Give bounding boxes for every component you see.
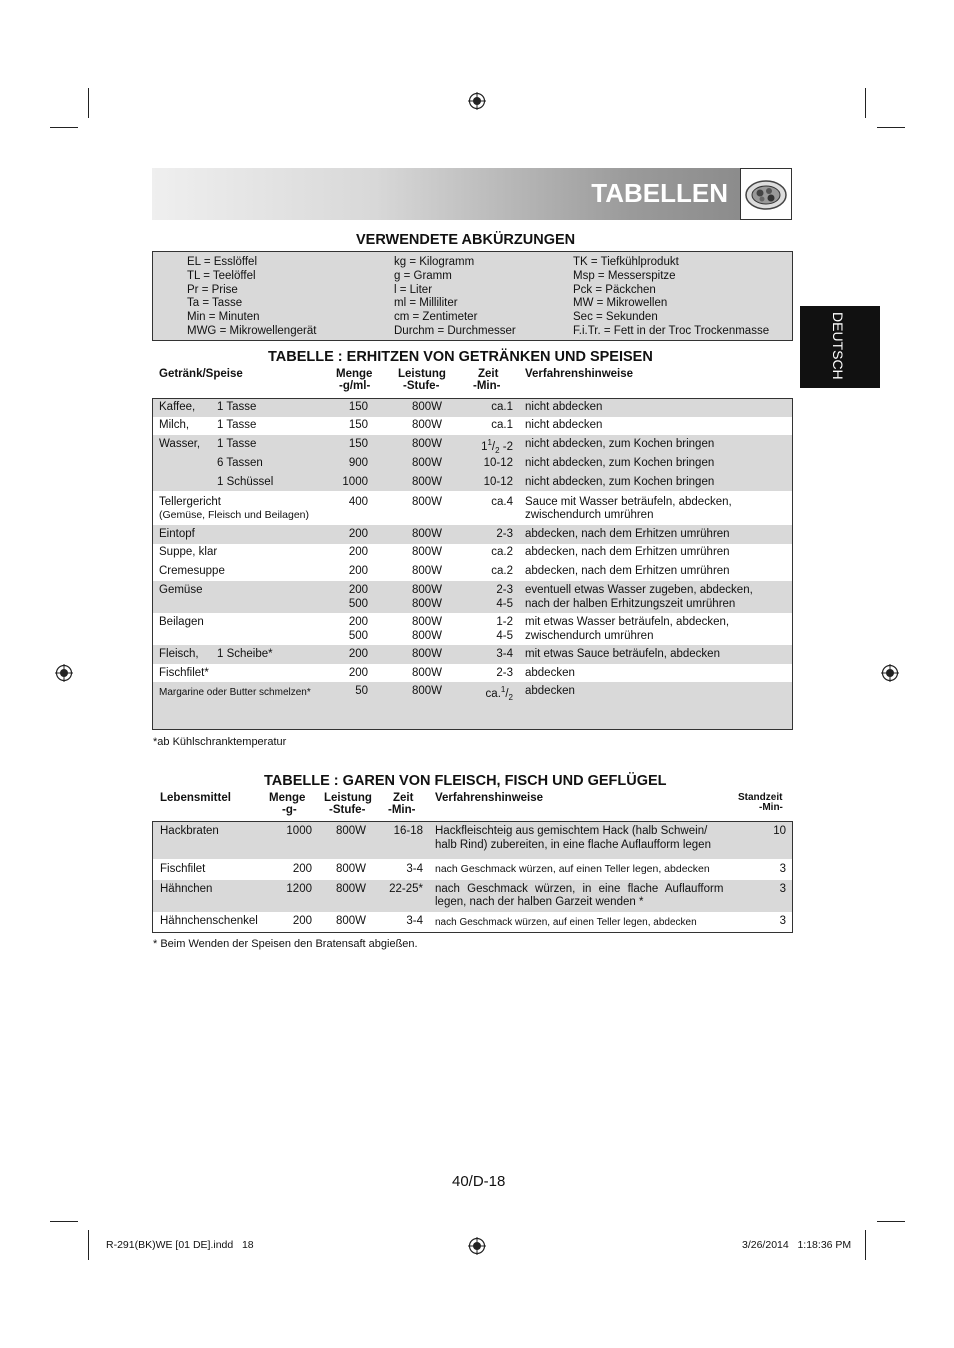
food-cell: Kaffee, — [159, 401, 196, 413]
quantity-cell: 500 — [348, 630, 368, 642]
abbreviation-item: EL = Esslöffel — [187, 256, 257, 268]
quantity-cell: 500 — [348, 598, 368, 610]
column-header: Menge — [269, 792, 306, 804]
power-cell: 800W — [411, 528, 442, 540]
print-timestamp: 3/26/2014 1:18:36 PM — [742, 1239, 852, 1251]
power-cell: 800W — [411, 565, 442, 577]
power-cell: 800W — [411, 598, 442, 610]
crop-mark — [88, 1230, 89, 1260]
column-header: -g- — [282, 804, 297, 816]
food-cell: Hähnchen — [160, 883, 213, 895]
notes-cell: nach Geschmack würzen, in eine flache Auflaufform — [435, 883, 724, 895]
column-header: Leistung — [398, 368, 446, 380]
food-cell: Beilagen — [159, 616, 204, 628]
time-cell: ca.2 — [491, 546, 513, 558]
time-cell: 4-5 — [496, 598, 513, 610]
column-header: Standzeit — [738, 792, 783, 803]
quantity-cell: 200 — [348, 546, 368, 558]
power-cell: 800W — [411, 685, 442, 697]
quantity-cell: 150 — [348, 419, 368, 431]
registration-mark-icon — [881, 664, 899, 682]
time-cell: 2-3 — [496, 528, 513, 540]
abbreviation-item: Min = Minuten — [187, 311, 260, 324]
abbreviation-item: Ta = Tasse — [187, 297, 243, 310]
abbreviation-item: MW = Mikrowellen — [573, 297, 668, 310]
quantity-cell: 200 — [348, 616, 368, 628]
time-cell: 2-3 — [496, 584, 513, 596]
abbreviations-column — [573, 256, 769, 339]
crop-mark — [88, 88, 89, 118]
notes-cell: abdecken — [525, 685, 575, 697]
crop-mark — [50, 127, 78, 128]
food-cell: Wasser, — [159, 438, 201, 450]
cooking-table — [152, 821, 793, 933]
abbreviation-item: g = Gramm — [394, 269, 452, 282]
time-cell: ca.4 — [491, 496, 513, 508]
food-cell: Fischfilet — [160, 863, 206, 875]
portion-cell: 1 Tasse — [217, 438, 257, 450]
table-row — [153, 682, 792, 729]
table-row — [153, 399, 792, 417]
notes-cell: eventuell etwas Wasser zugeben, abdecken, — [525, 584, 753, 596]
time-cell: 1-2 — [496, 616, 513, 628]
footnote: *ab Kühlschranktemperatur — [153, 736, 287, 748]
table-row — [153, 645, 792, 664]
column-header: Zeit — [393, 792, 414, 804]
table-row — [153, 491, 792, 525]
abbreviation-item: kg = Kilogramm — [394, 256, 475, 268]
table-row — [153, 664, 792, 682]
power-cell: 800W — [411, 648, 442, 660]
power-cell: 800W — [411, 496, 442, 508]
quantity-cell: 50 — [355, 685, 368, 697]
notes-cell: nicht abdecken, zum Kochen bringen — [525, 438, 715, 450]
table-row — [153, 435, 792, 491]
abbreviation-item: Pr = Prise — [187, 283, 238, 296]
table-row — [153, 613, 792, 645]
title-banner — [152, 168, 792, 220]
time-cell: 10-12 — [483, 476, 513, 488]
abbreviation-item: Pck = Päckchen — [573, 283, 656, 296]
time-cell: ca.2 — [491, 565, 513, 577]
time-cell: 16-18 — [393, 825, 423, 837]
time-cell: 10-12 — [483, 457, 513, 469]
notes-cell: nicht abdecken, zum Kochen bringen — [525, 476, 715, 488]
food-cell: Tellergericht — [159, 496, 221, 508]
quantity-cell: 1000 — [286, 825, 312, 837]
notes-cell: legen, nach der halben Garzeit wenden * — [435, 896, 644, 908]
column-header: -Stufe- — [329, 804, 366, 816]
abbreviations-box — [152, 251, 793, 341]
food-cell: Margarine oder Butter schmelzen* — [159, 687, 311, 698]
notes-cell: zwischendurch umrühren — [525, 630, 654, 642]
stand-time-cell: 3 — [779, 915, 786, 927]
power-cell: 800W — [411, 401, 442, 413]
abbreviation-item: Durchm = Durchmesser — [394, 324, 516, 337]
registration-mark-icon — [468, 1237, 486, 1255]
table2-heading: TABELLE : GAREN VON FLEISCH, FISCH UND GEFLÜGEL — [264, 773, 667, 789]
power-cell: 800W — [411, 457, 442, 469]
notes-cell: nach Geschmack würzen, auf einen Teller legen, abdecken — [435, 917, 697, 928]
table-row — [153, 880, 792, 912]
crop-mark — [865, 1230, 866, 1260]
portion-cell: 6 Tassen — [217, 457, 263, 469]
food-cell: Milch, — [159, 419, 190, 431]
time-cell: 22-25* — [389, 883, 423, 895]
column-header: Lebensmittel — [160, 792, 231, 804]
food-cell: Fischfilet* — [159, 667, 209, 679]
abbreviation-item: cm = Zentimeter — [394, 311, 478, 324]
power-cell: 800W — [411, 667, 442, 679]
food-cell: Cremesuppe — [159, 565, 225, 577]
portion-cell: 1 Scheibe* — [217, 648, 273, 660]
food-cell: Hähnchenschenkel — [160, 915, 258, 927]
column-header: Getränk/Speise — [159, 368, 243, 380]
food-plate-icon — [740, 168, 792, 220]
abbreviation-item: Sec = Sekunden — [573, 311, 658, 324]
abbreviation-item: F.i.Tr. = Fett in der Troc Trockenmasse — [573, 324, 770, 337]
food-cell: (Gemüse, Fleisch und Beilagen) — [159, 509, 309, 521]
footnote: * Beim Wenden der Speisen den Bratensaft abgießen. — [153, 938, 418, 950]
quantity-cell: 200 — [348, 667, 368, 679]
quantity-cell: 1200 — [286, 883, 312, 895]
time-cell: 3-4 — [406, 863, 423, 875]
notes-cell: nach der halben Erhitzungszeit umrühren — [525, 598, 736, 610]
time-cell: 3-4 — [496, 648, 513, 660]
registration-mark-icon — [55, 664, 73, 682]
registration-mark-icon — [468, 92, 486, 110]
notes-cell: halb Rind) zubereiten, in eine flache Auflaufform legen — [435, 839, 711, 851]
page-title: TABELLEN — [591, 178, 728, 208]
quantity-cell: 150 — [348, 438, 368, 450]
column-header: -Stufe- — [403, 380, 440, 392]
abbreviations-column — [187, 256, 316, 339]
time-cell: $ca.^1/_2$ — [485, 685, 513, 703]
crop-mark — [50, 1221, 78, 1222]
food-cell: Fleisch, — [159, 648, 199, 660]
quantity-cell: 200 — [348, 648, 368, 660]
food-cell: Eintopf — [159, 528, 195, 540]
table-row — [153, 912, 792, 932]
notes-cell: nicht abdecken — [525, 419, 603, 431]
power-cell: 800W — [411, 630, 442, 642]
column-header: -Min- — [759, 802, 783, 813]
quantity-cell: 1000 — [342, 476, 368, 488]
notes-cell: nach Geschmack würzen, auf einen Teller legen, abdecken — [435, 863, 710, 875]
power-cell: 800W — [335, 883, 366, 895]
power-cell: 800W — [335, 863, 366, 875]
time-cell: 2-3 — [496, 667, 513, 679]
notes-cell: abdecken, nach dem Erhitzen umrühren — [525, 528, 730, 540]
table-row — [153, 859, 792, 880]
power-cell: 800W — [411, 419, 442, 431]
power-cell: 800W — [411, 438, 442, 450]
power-cell: 800W — [411, 584, 442, 596]
column-header: -Min- — [473, 380, 501, 392]
abbreviation-item: MWG = Mikrowellengerät — [187, 324, 317, 337]
table-row — [153, 544, 792, 562]
power-cell: 800W — [335, 915, 366, 927]
food-cell: Suppe, klar — [159, 546, 218, 558]
crop-mark — [877, 127, 905, 128]
power-cell: 800W — [411, 616, 442, 628]
time-cell: 3-4 — [406, 915, 423, 927]
notes-cell: Hackfleischteig aus gemischtem Hack (halb Schwein/ — [435, 825, 708, 837]
time-cell: ca.1 — [491, 419, 513, 431]
language-tab-label: DEUTSCH — [830, 312, 846, 380]
notes-cell: abdecken — [525, 667, 575, 679]
quantity-cell: 200 — [348, 584, 368, 596]
page-number: 40/D-18 — [452, 1173, 506, 1190]
abbreviation-item: Msp = Messerspitze — [573, 269, 676, 282]
column-header: Verfahrenshinweise — [525, 368, 634, 380]
notes-cell: nicht abdecken, zum Kochen bringen — [525, 457, 715, 469]
table-row — [153, 562, 792, 581]
time-cell: $1^1/_2$ -2 — [481, 438, 513, 456]
stand-time-cell: 3 — [779, 883, 786, 895]
power-cell: 800W — [411, 546, 442, 558]
heating-table — [152, 398, 793, 730]
notes-cell: abdecken, nach dem Erhitzen umrühren — [525, 565, 730, 577]
abbreviation-item: TK = Tiefkühlprodukt — [573, 256, 679, 268]
column-header: -Min- — [388, 804, 416, 816]
stand-time-cell: 3 — [779, 863, 786, 875]
notes-cell: mit etwas Wasser beträufeln, abdecken, — [525, 616, 730, 628]
power-cell: 800W — [411, 476, 442, 488]
portion-cell: 1 Tasse — [217, 419, 257, 431]
file-slug: R-291(BK)WE [01 DE].indd 18 — [106, 1239, 254, 1251]
food-cell: Hackbraten — [160, 825, 219, 837]
portion-cell: 1 Tasse — [217, 401, 257, 413]
time-cell: ca.1 — [491, 401, 513, 413]
column-header: Zeit — [478, 368, 499, 380]
notes-cell: mit etwas Sauce beträufeln, abdecken — [525, 648, 720, 660]
notes-cell: abdecken, nach dem Erhitzen umrühren — [525, 546, 730, 558]
stand-time-cell: 10 — [773, 825, 786, 837]
quantity-cell: 200 — [292, 863, 312, 875]
abbreviation-item: l = Liter — [394, 283, 433, 296]
crop-mark — [865, 88, 866, 118]
food-cell: Gemüse — [159, 584, 203, 596]
table-row — [153, 581, 792, 613]
quantity-cell: 200 — [348, 565, 368, 577]
abbreviation-item: ml = Milliliter — [394, 297, 458, 310]
abbreviations-column — [394, 256, 516, 339]
notes-cell: nicht abdecken — [525, 401, 603, 413]
crop-mark — [877, 1221, 905, 1222]
notes-cell: zwischendurch umrühren — [525, 509, 654, 521]
column-header: -g/ml- — [339, 380, 371, 392]
table-row — [153, 822, 792, 859]
quantity-cell: 200 — [292, 915, 312, 927]
table-row — [153, 525, 792, 544]
quantity-cell: 200 — [348, 528, 368, 540]
table-row — [153, 417, 792, 435]
table1-heading: TABELLE : ERHITZEN VON GETRÄNKEN UND SPEISEN — [268, 349, 653, 365]
column-header: Verfahrenshinweise — [435, 792, 544, 804]
quantity-cell: 150 — [348, 401, 368, 413]
language-tab — [800, 306, 880, 388]
column-header: Menge — [336, 368, 373, 380]
time-cell: 4-5 — [496, 630, 513, 642]
power-cell: 800W — [335, 825, 366, 837]
notes-cell: Sauce mit Wasser beträufeln, abdecken, — [525, 496, 732, 508]
quantity-cell: 400 — [348, 496, 368, 508]
quantity-cell: 900 — [348, 457, 368, 469]
column-header: Leistung — [324, 792, 372, 804]
portion-cell: 1 Schüssel — [217, 476, 274, 488]
abbreviations-heading: VERWENDETE ABKÜRZUNGEN — [356, 232, 576, 248]
abbreviation-item: TL = Teelöffel — [187, 269, 256, 282]
